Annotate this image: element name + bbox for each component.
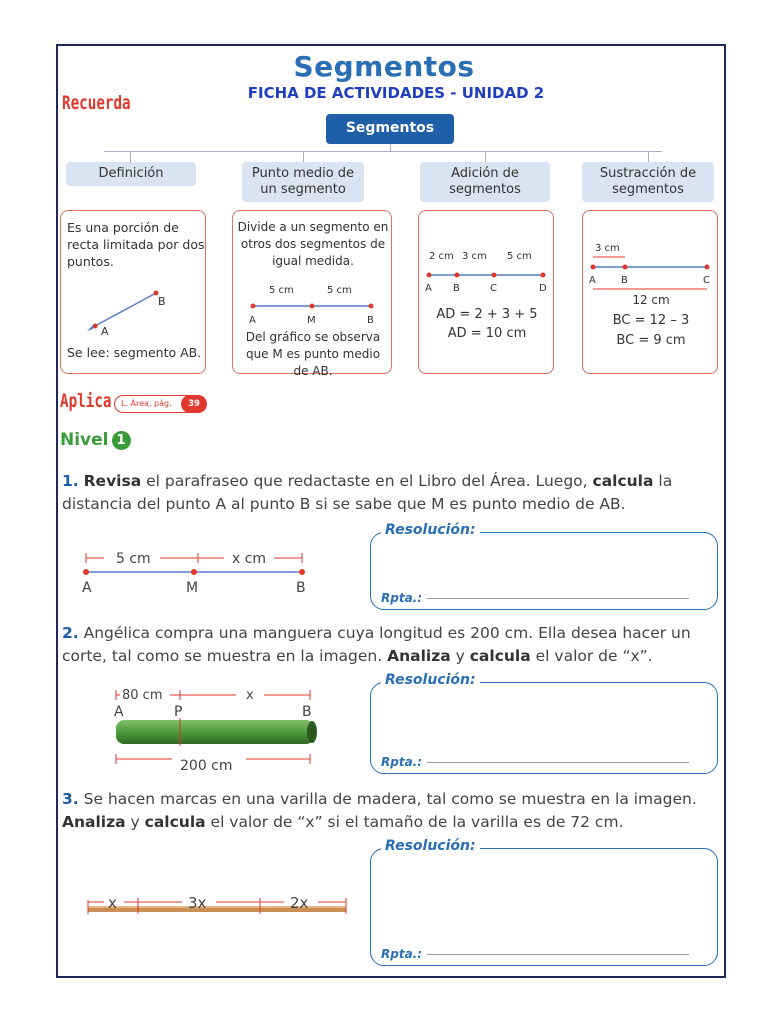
point-label: P <box>174 704 183 720</box>
nivel-number-badge: 1 <box>112 431 131 450</box>
page-title: Segmentos <box>293 50 475 83</box>
length-label: x cm <box>232 551 267 567</box>
point-label: D <box>539 283 547 294</box>
question-3 <box>62 788 722 834</box>
point-b-label: B <box>158 295 166 308</box>
question-text: Angélica compra una manguera cuya longitud es 200 cm. Ella desea hacer un corte, tal como se muestra en la imagen. <box>62 624 691 665</box>
keyword: calcula <box>469 647 531 665</box>
definition-text: Es una porción de recta limitada por dos puntos. <box>67 220 205 269</box>
length-label: 5 cm <box>327 285 352 296</box>
length-label: 2 cm <box>429 251 454 262</box>
concept-box: Segmentos <box>326 114 454 144</box>
addition-figure <box>419 245 555 295</box>
definition-footer: Se lee: segmento AB. <box>67 345 202 360</box>
concept-heading-punto-medio: Punto medio de un segmento <box>242 162 364 202</box>
question-text: la distancia del punto A al punto B si se sabe que M es punto medio de AB. <box>62 472 673 513</box>
concept-heading-sustraccion: Sustracción de segmentos <box>582 162 714 202</box>
question-text: el valor de “x” si el tamaño de la varilla es de 72 cm. <box>205 813 624 831</box>
book-reference-badge <box>114 395 206 413</box>
question-text: el parafraseo que redactaste en el Libro del Área. Luego, <box>141 472 593 490</box>
concept-card-definicion <box>60 210 206 374</box>
question-text: y <box>125 813 145 831</box>
recuerda-heading: Recuerda <box>62 92 131 114</box>
resolution-label: Resolución: <box>381 672 480 688</box>
length-label: 3x <box>188 894 207 912</box>
question-2-hose-figure <box>106 682 336 774</box>
book-page-number: 39 <box>181 395 207 413</box>
keyword: calcula <box>592 472 654 490</box>
point-label: A <box>249 315 256 326</box>
answer-label: Rpta.: <box>381 947 423 961</box>
concept-heading-definicion: Definición <box>66 162 196 186</box>
question-3-rod-figure <box>84 890 354 920</box>
point-label: A <box>425 283 432 294</box>
length-label: 200 cm <box>180 758 233 774</box>
hose-shape <box>116 720 314 744</box>
answer-label: Rpta.: <box>381 755 423 769</box>
book-reference-text: L. Área, pág. <box>121 399 172 408</box>
point-label: B <box>367 315 374 326</box>
question-text: Se hacen marcas en una varilla de madera, tal como se muestra en la imagen. <box>83 790 697 808</box>
midpoint-text: Divide a un segmento en otros dos segmentos de igual medida. <box>237 220 389 268</box>
point-label: B <box>302 704 312 720</box>
subtraction-eq2: BC = 9 cm <box>616 333 686 348</box>
resolution-label: Resolución: <box>381 838 480 854</box>
concept-card-punto-medio <box>232 210 392 378</box>
question-1-figure <box>74 544 324 596</box>
answer-label: Rpta.: <box>381 591 423 605</box>
point-label: B <box>296 580 306 596</box>
subtraction-eq1: BC = 12 – 3 <box>612 313 690 328</box>
question-text: y <box>450 647 470 665</box>
nivel-label: Nivel <box>60 430 109 450</box>
concept-card-adicion <box>418 210 554 374</box>
addition-eq1: AD = 2 + 3 + 5 <box>436 307 538 322</box>
question-number: 2. <box>62 624 79 642</box>
keyword: Analiza <box>387 647 451 665</box>
point-label: M <box>186 580 199 596</box>
resolution-box-1[interactable] <box>370 522 718 610</box>
length-label: 5 cm <box>116 551 151 567</box>
length-label: 5 cm <box>269 285 294 296</box>
nivel-heading <box>60 430 131 450</box>
question-number: 3. <box>62 790 79 808</box>
answer-line[interactable] <box>427 954 689 955</box>
answer-line[interactable] <box>427 598 689 599</box>
addition-eq2: AD = 10 cm <box>447 326 527 341</box>
resolution-box-2[interactable] <box>370 672 718 774</box>
keyword: Revisa <box>83 472 142 490</box>
length-label: 2x <box>290 894 309 912</box>
point-a-label: A <box>101 325 109 338</box>
question-1 <box>62 470 722 516</box>
question-text: el valor de “x”. <box>530 647 653 665</box>
aplica-heading: Aplica <box>60 390 112 412</box>
point-label: A <box>114 704 124 720</box>
keyword: calcula <box>144 813 206 831</box>
question-2 <box>62 622 722 668</box>
length-label: x <box>246 688 254 703</box>
length-label: x <box>108 894 117 912</box>
length-label: 5 cm <box>507 251 532 262</box>
point-label: B <box>621 275 628 286</box>
subtraction-figure <box>583 237 719 297</box>
resolution-box-3[interactable] <box>370 838 718 966</box>
point-label: C <box>703 275 710 286</box>
length-label: 3 cm <box>462 251 487 262</box>
question-number: 1. <box>62 472 79 490</box>
page-subtitle: FICHA DE ACTIVIDADES - UNIDAD 2 <box>247 84 545 102</box>
answer-line[interactable] <box>427 762 689 763</box>
length-label: 3 cm <box>595 243 620 254</box>
concept-card-sustraccion <box>582 210 718 374</box>
midpoint-figure <box>233 281 393 327</box>
subtraction-total: 12 cm <box>632 293 670 307</box>
concept-heading-adicion: Adición de segmentos <box>420 162 550 202</box>
point-label: A <box>82 580 92 596</box>
segment-ab-figure <box>61 279 207 339</box>
point-label: B <box>453 283 460 294</box>
point-label: C <box>490 283 497 294</box>
point-label: M <box>307 315 316 326</box>
resolution-label: Resolución: <box>381 522 480 538</box>
keyword: Analiza <box>62 813 126 831</box>
tree-line <box>104 151 662 152</box>
length-label: 80 cm <box>122 688 163 703</box>
midpoint-footer: Del gráfico se observa que M es punto medio de AB. <box>245 330 381 378</box>
point-label: A <box>589 275 596 286</box>
